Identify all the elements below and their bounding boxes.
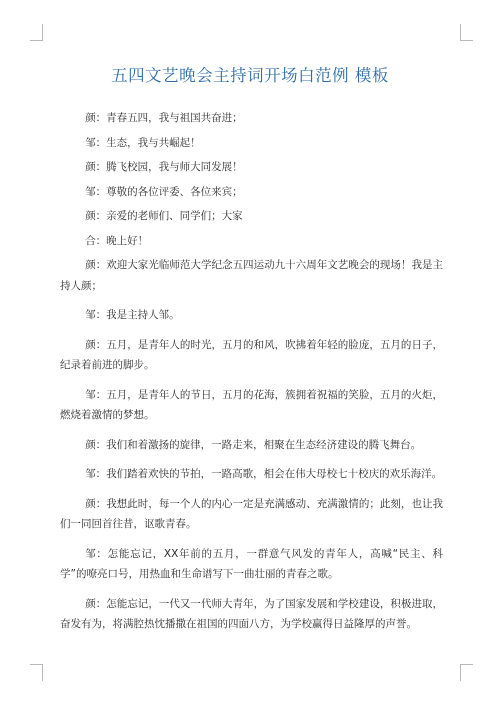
paragraph: 邹：五月，是青年人的节日，五月的花海，簇拥着祝福的笑脸，五月的火炬，燃烧着激情的梦想。 [60,388,443,421]
crop-mark-top-right [460,24,473,41]
paragraph: 邹：生态，我与共崛起！ [85,136,201,149]
paragraph: 颜：怎能忘记，一代又一代师大青年，为了国家发展和学校建设，积极进取，奋发有为，将满腔热忱播撒在祖国的四面八方，为学校赢得日益隆厚的声誉。 [60,597,443,630]
paragraph: 邹：怎能忘记，XX年前的五月，一群意气风发的青年人，高喊“民主、科学”的嘹亮口号，用热血和生命谱写下一曲壮丽的青春之歌。 [60,547,443,580]
paragraph: 颜：青春五四，我与祖国共奋进； [85,112,243,124]
paragraph: 颜：我想此时，每一个人的内心一定是充满感动、充满激情的；此刻，也让我们一同回首往昔，讴歌青春。 [60,497,443,530]
paragraph: 邹：尊敬的各位评委、各位来宾； [85,185,243,198]
paragraph: 合：晚上好！ [85,234,149,247]
paragraph: 颜：五月，是青年人的时光，五月的和风，吹拂着年轻的脸庞，五月的日子，纪录着前进的脚步。 [60,338,443,371]
document-body [60,108,443,644]
paragraph: 颜：腾飞校园，我与师大同发展！ [85,161,243,173]
crop-mark-bottom-left [30,664,43,681]
paragraph: 邹：我们踏着欢快的节拍，一路高歌，相会在伟大母校七十校庆的欢乐海洋。 [85,468,443,480]
crop-mark-top-left [30,24,43,41]
paragraph: 颜：我们和着激扬的旋律，一路走来，相聚在生态经济建设的腾飞舞台。 [85,438,422,451]
paragraph: 邹：我是主持人邹。 [85,309,180,321]
paragraph: 颜：欢迎大家光临师范大学纪念五四运动九十六周年文艺晚会的现场！我是主持人颜； [60,259,443,292]
paragraph: 颜：亲爱的老师们、同学们；大家 [85,210,243,222]
crop-mark-bottom-right [460,664,473,681]
page-title: 五四文艺晚会主持词开场白范例 模板 [111,66,389,85]
